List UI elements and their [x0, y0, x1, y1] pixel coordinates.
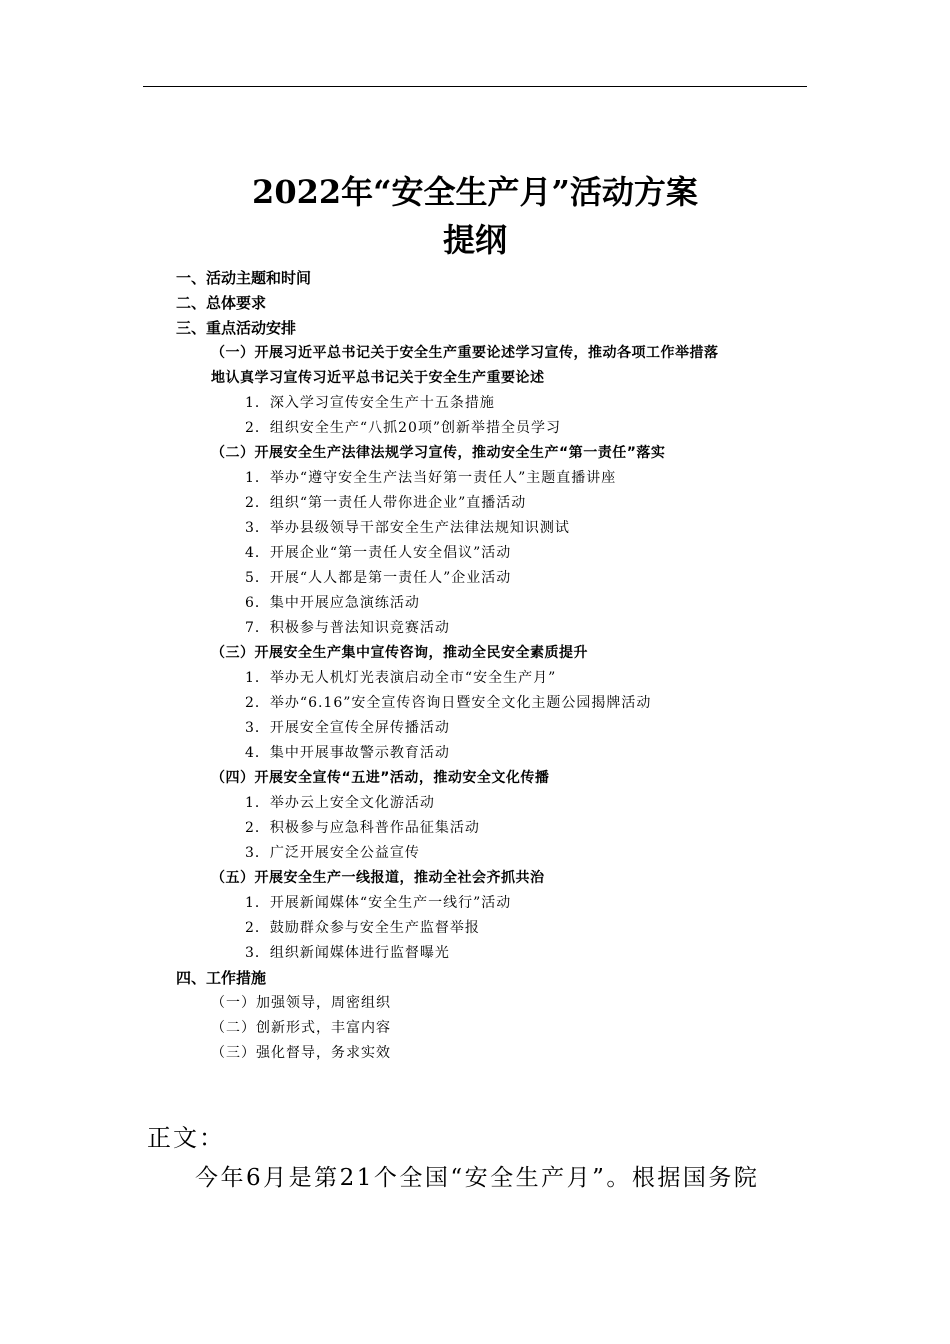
- outline-item: 1．举办云上安全文化游活动: [245, 795, 435, 811]
- outline-item: 3．举办县级领导干部安全生产法律法规知识测试: [245, 520, 570, 536]
- document-title: 2022年“安全生产月”活动方案: [252, 173, 698, 211]
- outline-item: 2．组织安全生产“八抓20项”创新举措全员学习: [245, 420, 562, 436]
- outline-item: 1．深入学习宣传安全生产十五条措施: [245, 395, 495, 411]
- outline-item: 1．举办“遵守安全生产法当好第一责任人”主题直播讲座: [245, 470, 617, 486]
- outline-subsection: （二）开展安全生产法律法规学习宣传，推动安全生产“第一责任”落实: [211, 445, 666, 461]
- outline-section: 三、重点活动安排: [176, 319, 297, 337]
- outline-item: 2．积极参与应急科普作品征集活动: [245, 820, 480, 836]
- outline-item: 3．广泛开展安全公益宣传: [245, 845, 420, 861]
- outline-subsection: （一）开展习近平总书记关于安全生产重要论述学习宣传，推动各项工作举措落: [211, 345, 719, 361]
- body-paragraph: 今年6月是第21个全国“安全生产月”。根据国务院: [195, 1165, 760, 1191]
- outline-item: 3．组织新闻媒体进行监督曝光: [245, 945, 450, 961]
- outline-item: 4．开展企业“第一责任人安全倡议”活动: [245, 545, 512, 561]
- outline-section: 一、活动主题和时间: [176, 269, 312, 287]
- outline-item: 1．开展新闻媒体“安全生产一线行”活动: [245, 895, 512, 911]
- outline-item: （三）强化督导，务求实效: [211, 1045, 391, 1061]
- outline-item: （二）创新形式，丰富内容: [211, 1020, 391, 1036]
- outline-section: 二、总体要求: [176, 294, 267, 312]
- outline-item: 5．开展“人人都是第一责任人”企业活动: [245, 570, 512, 586]
- outline-item: 4．集中开展事故警示教育活动: [245, 745, 450, 761]
- document-title-line2: 提纲: [442, 221, 507, 259]
- outline-item: 2．举办“6.16”安全宣传咨询日暨安全文化主题公园揭牌活动: [245, 695, 652, 711]
- outline-subsection-cont: 地认真学习宣传习近平总书记关于安全生产重要论述: [211, 370, 545, 386]
- outline-item: （一）加强领导，周密组织: [211, 995, 391, 1011]
- outline-item: 3．开展安全宣传全屏传播活动: [245, 720, 450, 736]
- outline-item: 2．组织“第一责任人带你进企业”直播活动: [245, 495, 527, 511]
- outline-item: 2．鼓励群众参与安全生产监督举报: [245, 920, 480, 936]
- outline-subsection: （三）开展安全生产集中宣传咨询，推动全民安全素质提升: [211, 645, 588, 661]
- header-rule: [143, 86, 807, 87]
- outline-subsection: （四）开展安全宣传“五进”活动，推动安全文化传播: [211, 770, 550, 786]
- outline-item: 7．积极参与普法知识竞赛活动: [245, 620, 450, 636]
- outline-section: 四、工作措施: [176, 969, 267, 987]
- outline-subsection: （五）开展安全生产一线报道，推动全社会齐抓共治: [211, 870, 545, 886]
- outline-item: 6．集中开展应急演练活动: [245, 595, 420, 611]
- body-label: 正文：: [147, 1124, 225, 1152]
- outline-item: 1．举办无人机灯光表演启动全市“安全生产月”: [245, 670, 557, 686]
